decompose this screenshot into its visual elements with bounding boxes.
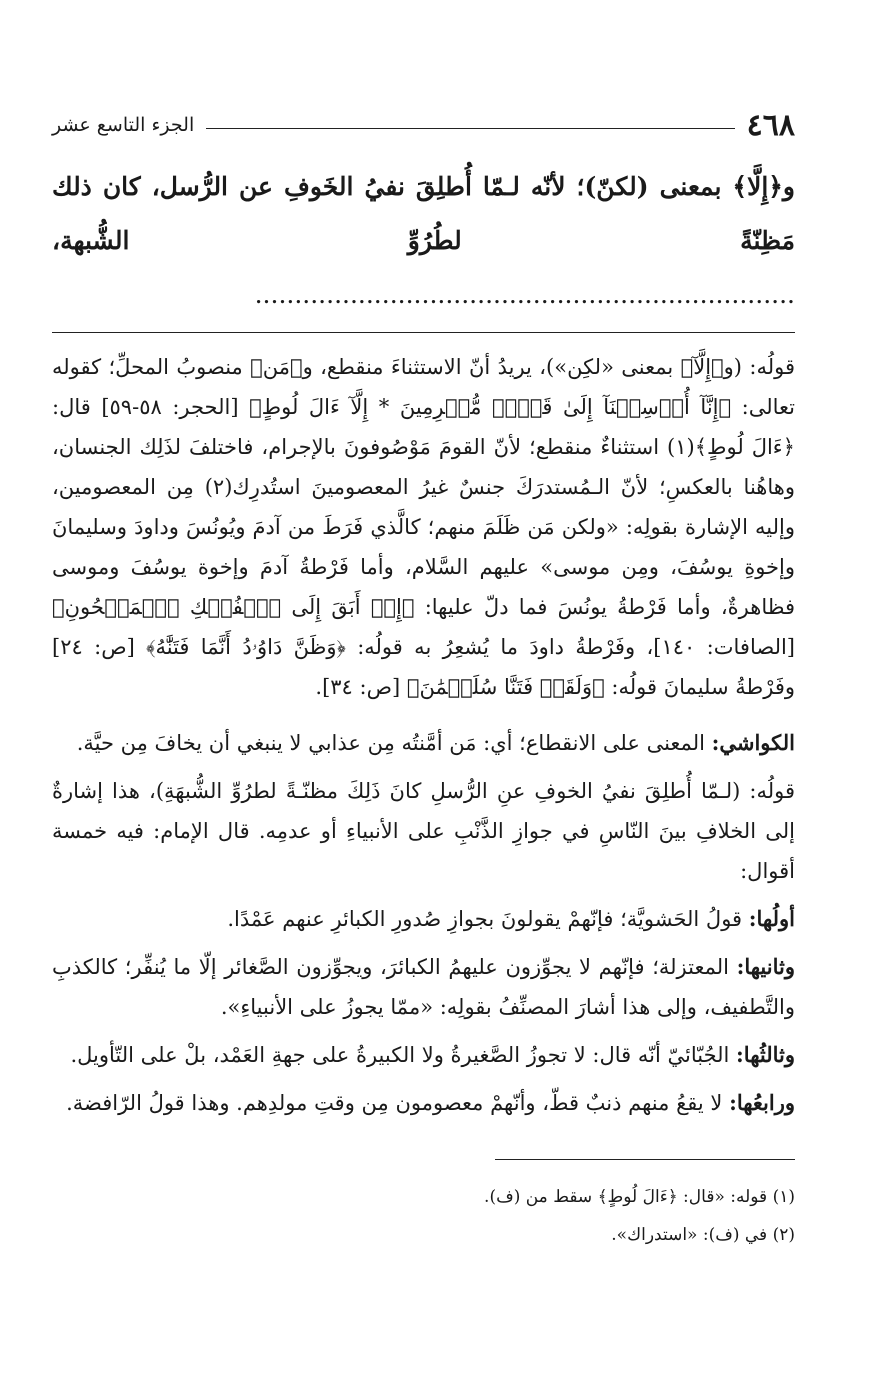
paragraph-text: المعنى على الانقطاع؛ أي: مَن أمَّنتُه مِن عذابي لا ينبغي أن يخافَ مِن حيَّة. [76, 731, 705, 755]
paragraph-lead: الكواشي: [711, 730, 795, 755]
footnote-2: (٢) في (ف): «استدراك». [611, 1225, 795, 1245]
paragraph-lead: وثانيها: [736, 954, 795, 979]
commentary-paragraph [52, 1083, 795, 1123]
paragraph-lead: أولُها: [748, 906, 795, 931]
book-page [52, 100, 795, 1254]
running-title: الجزء التاسع عشر [52, 114, 195, 136]
commentary-paragraph [52, 347, 795, 707]
commentary-paragraph [52, 899, 795, 939]
commentary-paragraph [52, 723, 795, 763]
matn-separator [52, 332, 795, 333]
paragraph-text: الجُبّائيّ أنّه قال: لا تجوزُ الصَّغيرةُ ولا الكبيرةُ على جهةِ العَمْد، بلْ على التّأويل. [70, 1043, 730, 1067]
commentary-paragraph [52, 947, 795, 1027]
matn-dots: .................................................................... [254, 280, 795, 309]
page-number: ٤٦٨ [746, 107, 795, 143]
paragraph-text: المعتزلة؛ فإنّهم لا يجوِّزون عليهمُ الكبائرَ، ويجوِّزون الصَّغائر إلّا ما يُنفِّر؛ كالكذبِ والتَّطفيف، وإلى هذا أشارَ المصنِّفُ بقولِه: «ممّا يجوزُ على الأنبياءِ». [52, 955, 795, 1019]
footnote-rule [495, 1159, 795, 1160]
page-header [52, 100, 795, 150]
matn-body: و﴿إِلَّا﴾ بمعنى (لكنّ)؛ لأنّه لـمّا أُطلِقَ نفيُ الخَوفِ عن الرُّسل، كان ذلك مَظِنّةً لطُرُوِّ الشُّبهة، [52, 172, 795, 255]
paragraph-text: لا يقعُ منهم ذنبٌ قطّ، وأنّهمْ معصومون مِن وقتِ مولدِهم. وهذا قولُ الرّافضة. [66, 1091, 723, 1115]
paragraph-lead: وثالثُها: [736, 1042, 795, 1067]
commentary-paragraph [52, 1035, 795, 1075]
paragraph-text: قولُه: (لـمّا أُطلِقَ نفيُ الخوفِ عنِ الرُّسلِ كانَ ذَلِكَ مظنّـةً لطرُوِّ الشُّبهَةِ)، هذا إشارةٌ إلى الخلافِ بينَ النّاسِ في جوازِ الذَّنْبِ على الأنبياءِ أو عدمِه. قال الإمام: فيه خمسة أقوال: [52, 779, 795, 883]
header-rule [206, 128, 734, 129]
footnotes [52, 1178, 795, 1254]
paragraph-lead: ورابعُها: [729, 1090, 795, 1115]
paragraph-text: قولُه: (و﴿إِلَّآ﴾ بمعنى «لكِن»)، يريدُ أنّ الاستثناءَ منقطع، و﴿مَن﴾ منصوبُ المحلِّ؛ كقوله تعالى: ﴿إِنَّآ أُرۡسِلۡنَآ إِلَىٰ قَوۡمٖ مُّجۡرِمِينَ * إِلَّآ ءَالَ لُوطٍ﴾ [الحجر: ٥٨-٥٩] قال: ﴿ءَالَ لُوطٍ﴾(١) استثناءٌ منقطع؛ لأنّ القومَ مَوْصُوفونَ بالإجرام، فاختلفَ لذَلِك الجنسان، وهاهُنا بالعكسِ؛ لأنّ الـمُستدرَكَ جنسٌ غيرُ المعصومينَ استُدرِك(٢) مِن المعصومين، وإليه الإشارة بقولِه: «ولكن مَن ظَلَمَ منهم؛ كالَّذي فَرَطَ من آدمَ ويُونُسَ وداودَ وسليمانَ وإخوةِ يوسُفَ، ومِن موسى» عليهم السَّلام، وأما فَرْطةُ آدمَ وإخوة يوسُفَ وموسى فظاهرةٌ، وأما فَرْطةُ يونُسَ فما دلّ عليها: ﴿إِذۡ أَبَقَ إِلَى ٱلۡفُلۡكِ ٱلۡمَشۡحُونِ﴾ [الصافات: ١٤٠]، وفَرْطةُ داودَ ما يُشعِرُ به قولُه: ﴿وَظَنَّ دَاوُۥدُ أَنَّمَا فَتَنَّٰهُ﴾ [ص: ٢٤] وفَرْطةُ سليمانَ قولُه: ﴿وَلَقَدۡ فَتَنَّا سُلَيۡمَٰنَ﴾ [ص: ٣٤]. [52, 355, 796, 699]
matn-text [52, 160, 795, 322]
footnote-1: (١) قوله: «قال: ﴿ءَالَ لُوطٍ﴾ سقط من (ف). [484, 1187, 795, 1207]
paragraph-text: قولُ الحَشويَّة؛ فإنّهمْ يقولونَ بجوازِ صُدورِ الكبائرِ عنهم عَمْدًا. [227, 907, 743, 931]
commentary [52, 347, 795, 1123]
commentary-paragraph [52, 771, 795, 891]
